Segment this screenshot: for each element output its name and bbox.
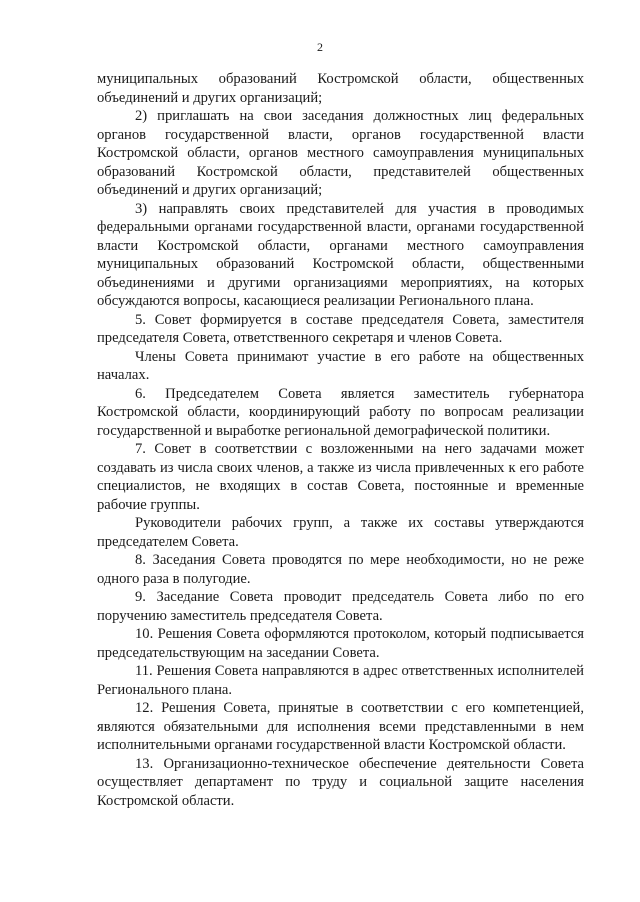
paragraph-section-11: 11. Решения Совета направляются в адрес ответственных исполнителей Регионального плана. <box>97 663 584 698</box>
paragraph-section-12: 12. Решения Совета, принятые в соответствии с его компетенцией, являются обязательными для исполнения всеми представленными в нем исполнительными органами государственной власти Костромской области. <box>97 700 584 753</box>
paragraph-section-5-members: Члены Совета принимают участие в его работе на общественных началах. <box>97 348 584 383</box>
paragraph-item-3: 3) направлять своих представителей для участия в проводимых федеральными органами государственной власти, органами государственной власти Костромской области, органами местного самоуправления муниципальных образований Костромской области, общественными объединениями и другими организациями мероприятиях, на которых обсуждаются вопросы, касающиеся реализации Регионального плана. <box>97 200 584 309</box>
document-body <box>97 70 584 810</box>
paragraph-section-5: 5. Совет формируется в составе председателя Совета, заместителя председателя Совета, ответственного секретаря и членов Совета. <box>97 311 584 346</box>
page-number: 2 <box>317 40 323 54</box>
paragraph-section-7: 7. Совет в соответствии с возложенными на него задачами может создавать из числа своих членов, а также из числа привлеченных к его работе специалистов, не входящих в состав Совета, постоянные и временные рабочие группы. <box>97 441 584 513</box>
paragraph-section-8: 8. Заседания Совета проводятся по мере необходимости, но не реже одного раза в полугодие. <box>97 552 584 587</box>
paragraph-section-9: 9. Заседание Совета проводит председатель Совета либо по его поручению заместитель председателя Совета. <box>97 589 584 624</box>
paragraph-section-6: 6. Председателем Совета является заместитель губернатора Костромской области, координирующий работу по вопросам реализации государственной и выработке региональной демографической политики. <box>97 385 584 439</box>
paragraph-section-7-leaders: Руководители рабочих групп, а также их составы утверждаются председателем Совета. <box>97 515 584 550</box>
paragraph-continuation: муниципальных образований Костромской области, общественных объединений и других организаций; <box>97 71 584 106</box>
paragraph-section-10: 10. Решения Совета оформляются протоколом, который подписывается председательствующим на заседании Совета. <box>97 626 584 661</box>
paragraph-section-13: 13. Организационно-техническое обеспечение деятельности Совета осуществляет департамент по труду и социальной защите населения Костромской области. <box>97 755 584 809</box>
paragraph-item-2: 2) приглашать на свои заседания должностных лиц федеральных органов государственной власти, органов государственной власти Костромской области, органов местного самоуправления муниципальных образований Костромской области, представителей общественных объединений и других организаций; <box>97 108 584 198</box>
